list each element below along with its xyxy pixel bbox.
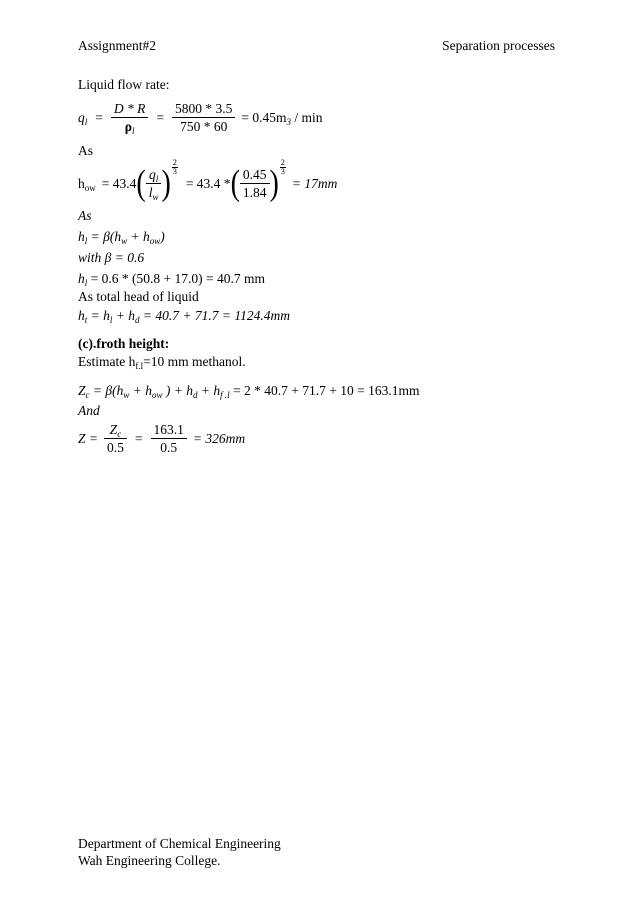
estimate-line: Estimate $h_{f.l}=10$ mm methanol. bbox=[78, 354, 246, 371]
how-exponent-1: $\frac{2}{3}$ bbox=[172, 158, 177, 176]
section-froth-height: (c).froth height: bbox=[78, 336, 170, 351]
ql-equation: $q_l$ = $\frac{D * R}{\rho_l}$ = $\frac{5800 * 3.5}{750 * 60}$ = $0.45m_3$ / min bbox=[78, 101, 323, 136]
with-beta: with β = 0.6 bbox=[78, 250, 145, 265]
as-total-head: As total head of liquid bbox=[78, 289, 199, 304]
liquid-flow-rate-label: Liquid flow rate: bbox=[78, 77, 170, 92]
z-result: = 326mm bbox=[192, 430, 246, 446]
header-left: Assignment#2 bbox=[78, 38, 157, 53]
how-exponent-2: $\frac{2}{3}$ bbox=[280, 158, 285, 176]
how-frac2: $\frac{0.45}{1.84}$ bbox=[240, 166, 270, 201]
ql-frac1: $\frac{D * R}{\rho_l}$ bbox=[111, 100, 149, 135]
and-label: And bbox=[78, 403, 100, 418]
footer-college: Wah Engineering College. bbox=[78, 853, 221, 868]
footer-department: Department of Chemical Engineering bbox=[78, 836, 281, 851]
ql-result: = 0.45m bbox=[241, 109, 287, 125]
as-label-1: As bbox=[78, 143, 94, 158]
ql-lhs: $q_l$ bbox=[78, 109, 88, 127]
ql-frac2: $\frac{5800 * 3.5}{750 * 60}$ bbox=[172, 100, 235, 135]
how-frac1: $\frac{q_l}{l_w}$ bbox=[146, 166, 162, 201]
ht-equation: $h_t = h_l + h_d = 40.7 + 71.7 = 1124.4mm$ bbox=[78, 308, 290, 325]
header-right: Separation processes bbox=[442, 38, 555, 53]
z-frac2: $\frac{163.1}{0.5}$ bbox=[151, 421, 187, 456]
how-equation: $h_{ow}$ = 43.4 ( $\frac{q_l}{l_w}$ ) $\frac{2}{3}$ = 43.4 * ( $\frac{0.45}{1.84}$ ) $\frac{2}{3}$ = 17mm bbox=[78, 158, 338, 203]
zc-equation: $Z_c = \beta(h_w + h_{ow}$ ) + $h_d + h_{f .l} = 2 * 40.7 + 71.7 + 10 = 163.1mm$ bbox=[78, 383, 420, 400]
how-result: = 17mm bbox=[291, 175, 338, 191]
hl-equation-2: $h_l = 0.6 * (50.8 + 17.0) = 40.7$ mm bbox=[78, 271, 265, 288]
z-frac1: $\frac{Z_c}{0.5}$ bbox=[104, 421, 127, 456]
as-label-2: As bbox=[78, 208, 92, 223]
hl-equation-1: $h_l = \beta(h_w + h_{ow})$ bbox=[78, 229, 165, 246]
z-equation: Z = $\frac{Z_c}{0.5}$ = $\frac{163.1}{0.5}$ = 326mm bbox=[78, 422, 246, 455]
